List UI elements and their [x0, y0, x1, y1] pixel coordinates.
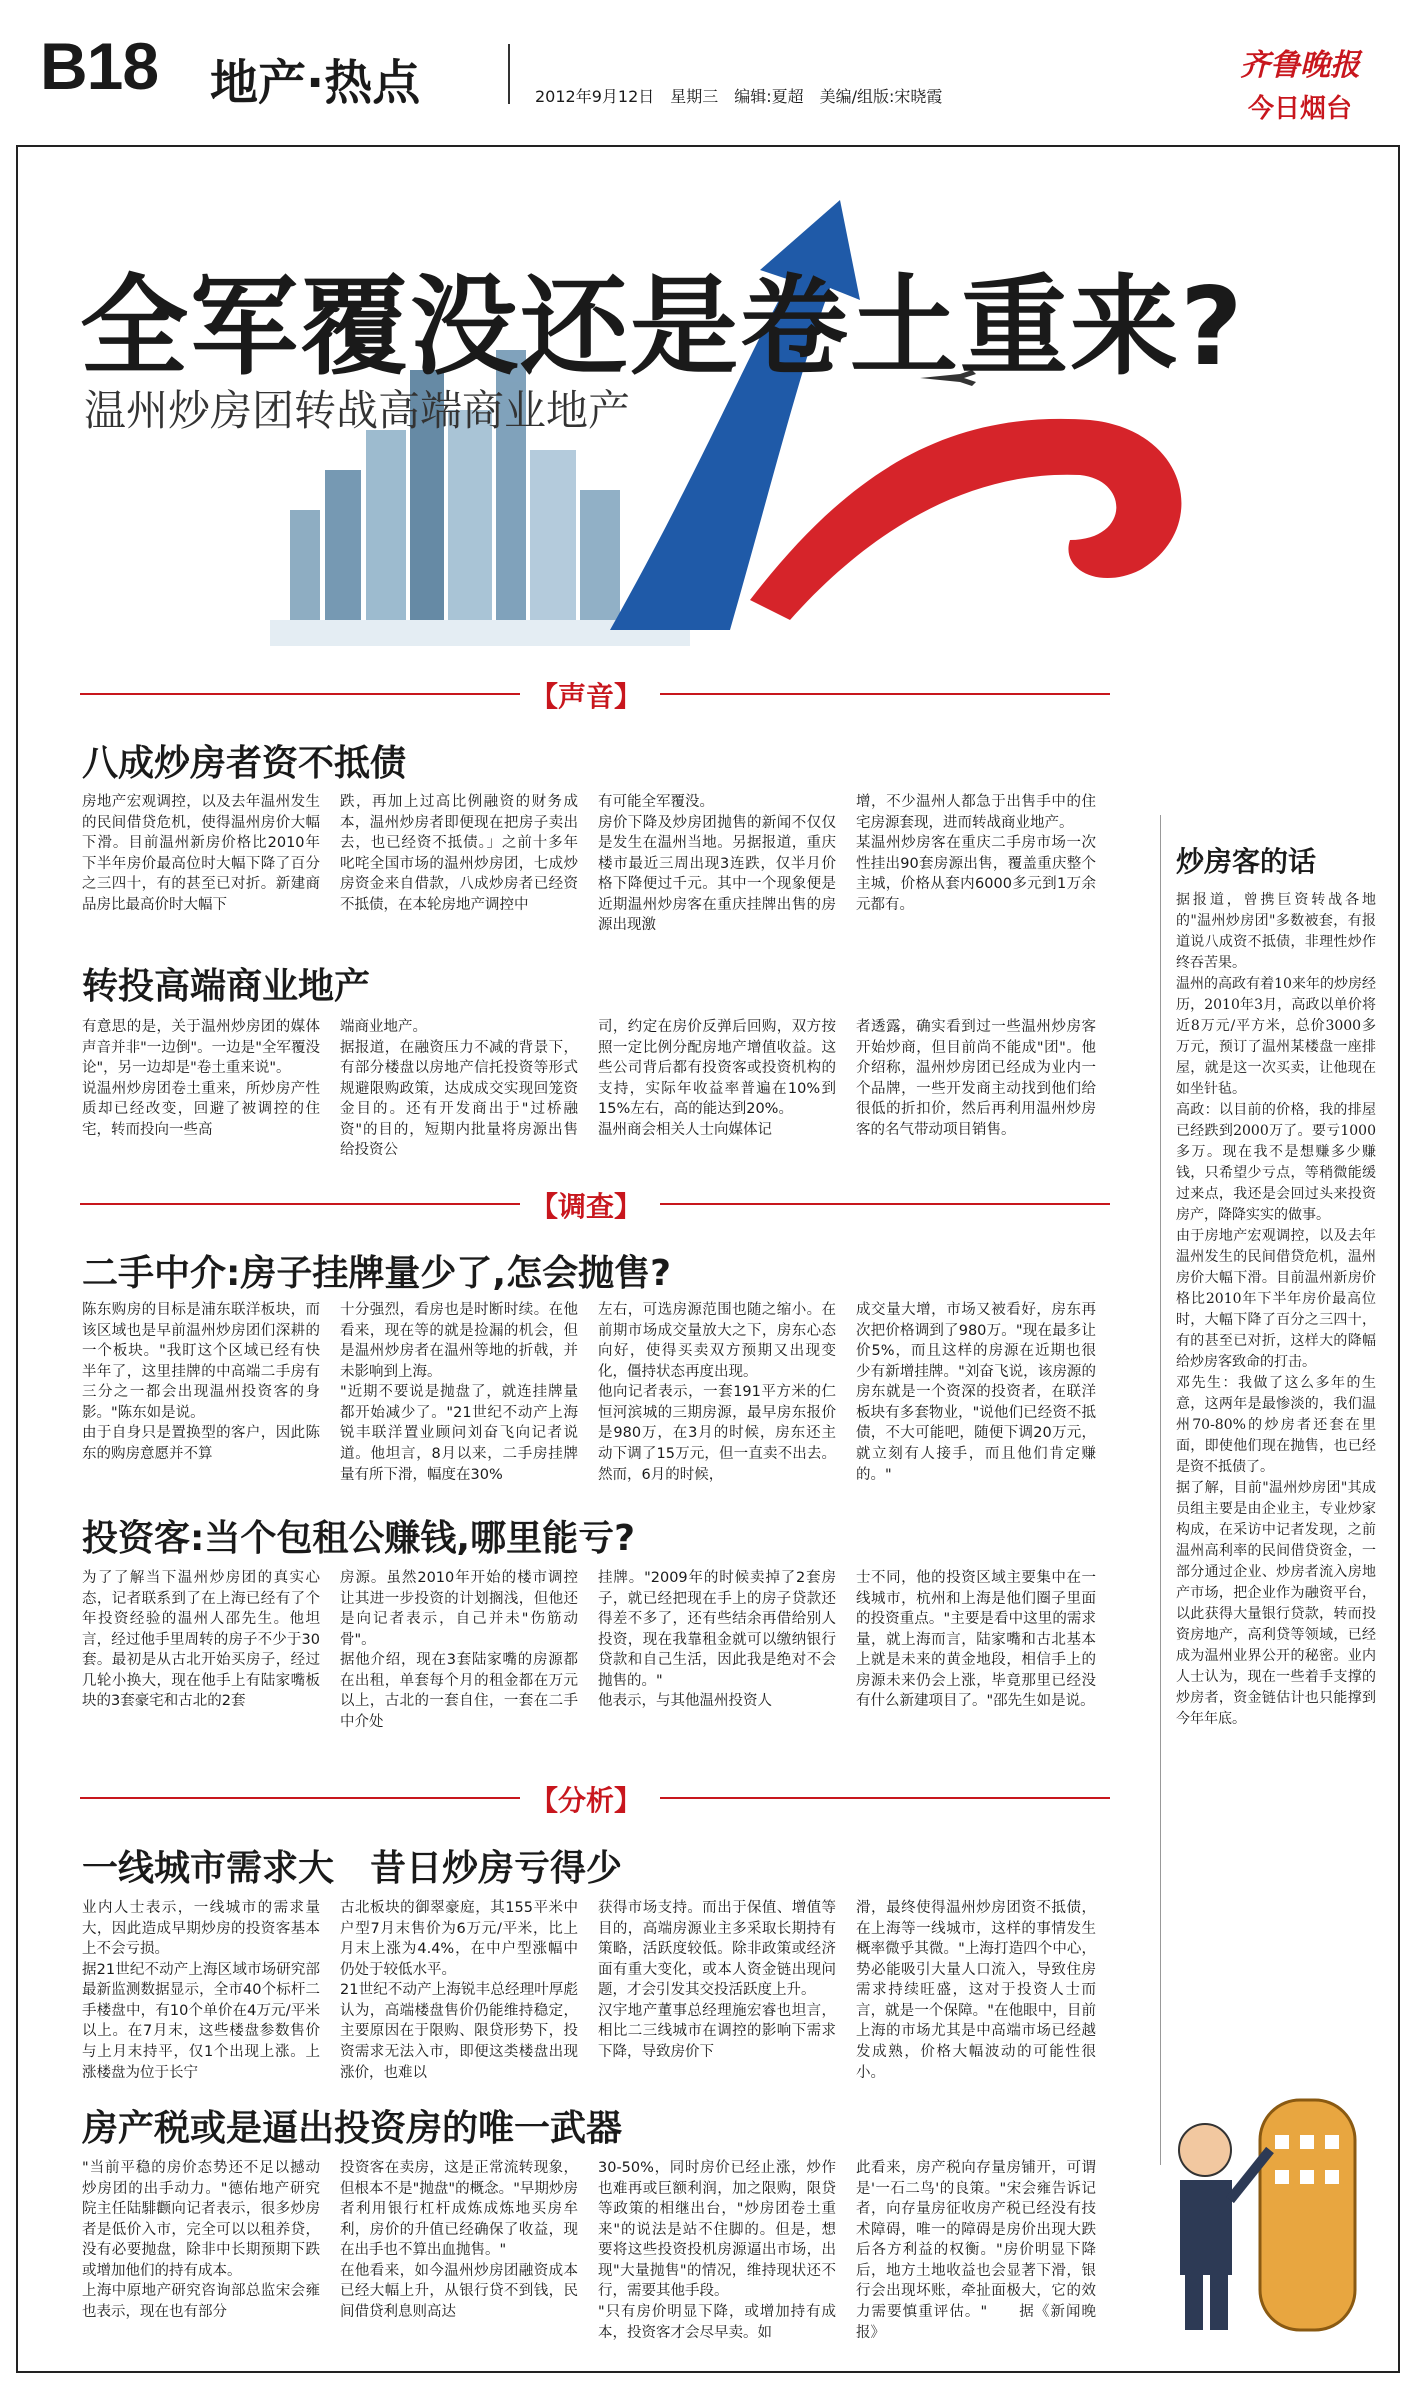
article-column: 跌，再加上过高比例融资的财务成本，温州炒房者即便现在把房子卖出去，也已经资不抵债。」之前十多年叱咤全国市场的温州炒房团，七成炒房资金来自借款，八成炒房者已经资不抵债，在本轮房地产调控中 [340, 794, 578, 913]
article-column: 为了了解当下温州炒房团的真实心态，记者联系到了在上海已经有了个年投资经验的温州人邵先生。他坦言，经过他手里周转的房子不少于30套。最初是从古北开始买房子，经过几轮小换大，现在他手上有陆家嘴板块的3套豪宅和古北的2套 [82, 1570, 320, 1710]
headline: 全军覆没还是卷土重来? [80, 265, 1245, 390]
article-column: 有意思的是，关于温州炒房团的媒体声音并非"一边倒"。一边是"全军覆没论"，另一边却是"卷土重来说"。 说温州炒房团卷土重来，所炒房产性质却已经改变，回避了被调控的住宅，转而投向一些高 [82, 1019, 320, 1138]
newspaper-logo: 齐鲁晚报 [1240, 48, 1360, 83]
tag-rule-right [660, 1797, 1110, 1799]
section-title: 八成炒房者资不抵债 [82, 743, 407, 784]
article-column: 房源。虽然2010年开始的楼市调控让其进一步投资的计划搁浅，但他还是向记者表示，自己并未"伤筋动骨"。 据他介绍，现在3套陆家嘴的房源都在出租，单套每个月的租金都在万元以上，古北的一套自住，一套在二手中介处 [340, 1570, 578, 1731]
sidebar-title: 炒房客的话 [1176, 845, 1317, 878]
section-title: 一线城市需求大 昔日炒房亏得少 [82, 1848, 623, 1889]
article-column: 滑，最终使得温州炒房团资不抵债，在上海等一线城市，这样的事情发生概率微乎其微。"上海打造四个中心，势必能吸引大量人口流入，导致住房需求持续旺盛，这对于投资人士而言，就是一个保障。"在他眼中，目前上海的市场尤其是中高端市场已经越发成熟，价格大幅波动的可能性很小。 [856, 1900, 1096, 2081]
article-column: 获得市场支持。而出于保值、增值等目的，高端房源业主多采取长期持有策略，活跃度较低。除非政策或经济面有重大变化，或本人资金链出现问题，才会引发其交投活跃度上升。 汉宇地产董事总经理施宏睿也坦言，相比二三线城市在调控的影响下需求下降，导致房价下 [598, 1900, 836, 2061]
article-column: 十分强烈，看房也是时断时续。在他看来，现在等的就是捡漏的机会，但是温州炒房者在温州等地的折戟，并未影响到上海。 "近期不要说是抛盘了，就连挂牌量都开始减少了。"21世纪不动产上海锐丰联洋置业顾问刘奋飞向记者说道。他坦言，8月以来，二手房挂牌量有所下滑，幅度在30% [340, 1302, 578, 1483]
article-column: 有可能全军覆没。 房价下降及炒房团抛售的新闻不仅仅是发生在温州当地。另据报道，重庆楼市最近三周出现3连跌，仅半月价格下降便过千元。其中一个现象便是近期温州炒房客在重庆挂牌出售的房源出现激 [598, 794, 836, 934]
section-title: 二手中介:房子挂牌量少了,怎会抛售? [82, 1253, 671, 1294]
article-column: 30-50%，同时房价已经止涨，炒作也难再或巨额利润，加之限购，限贷等政策的相继出台，"炒房团卷土重来"的说法是站不住脚的。但是，想要将这些投资投机房源逼出市场，出现"大量抛售"的情况，维持现状还不行，需要其他手段。 "只有房价明显下降，或增加持有成本，投资客才会尽早卖。如 [598, 2160, 836, 2341]
subheadline: 温州炒房团转战高端商业地产 [84, 386, 631, 435]
article-column: 成交量大增，市场又被看好，房东再次把价格调到了980万。"现在最多让价5%，而且这样的房源在近期也很少有新增挂牌。"刘奋飞说，该房源的房东就是一个资深的投资者，在联洋板块有多套物业，"说他们已经资不抵债，不大可能吧，随便下调20万元，就立刻有人接手，而且他们肯定赚的。" [856, 1302, 1096, 1483]
tag-rule-left [80, 693, 520, 695]
article-column: 挂牌。"2009年的时候卖掉了2套房子，就已经把现在手上的房子贷款还得差不多了，还有些结余再借给别人投资，现在我靠租金就可以缴纳银行贷款和自己生活，因此我是绝对不会抛售的。" 他表示，与其他温州投资人 [598, 1570, 836, 1710]
tag-survey: 【调查】 [530, 1190, 643, 1223]
investor-cartoon [1110, 2040, 1380, 2360]
tag-rule-right [660, 1203, 1110, 1205]
article-column: 士不同，他的投资区域主要集中在一线城市，杭州和上海是他们圈子里面的投资重点。"主要是看中这里的需求量，就上海而言，陆家嘴和古北基本上就是未来的黄金地段，相信手上的房源未来仍会上涨，毕竟那里已经没有什么新建项目了。"邵先生如是说。 [856, 1570, 1096, 1710]
section-title: 转投高端商业地产 [82, 966, 371, 1007]
tag-rule-right [660, 693, 1110, 695]
tag-voice: 【声音】 [530, 680, 643, 713]
article-column: 房地产宏观调控，以及去年温州发生的民间借贷危机，使得温州房价大幅下滑。目前温州新房价格比2010年下半年房价最高位时大幅下降了百分之三四十，有的甚至已对折。新建商品房比最高价时大幅下 [82, 794, 320, 913]
article-column: 者透露，确实看到过一些温州炒房客开始炒商，但目前尚不能成"团"。他介绍称，温州炒房团已经成为业内一个品牌，一些开发商主动找到他们给很低的折扣价，然后再利用温州炒房客的名气带动项目销售。 [856, 1019, 1096, 1138]
article-column: 端商业地产。 据报道，在融资压力不减的背景下，有部分楼盘以房地产信托投资等形式规避限购政策，达成成交实现回笼资金目的。还有开发商出于"过桥融资"的目的，短期内批量将房源出售给投资公 [340, 1019, 578, 1159]
tag-analysis: 【分析】 [530, 1784, 643, 1817]
article-column: 陈东购房的目标是浦东联洋板块，而该区域也是早前温州炒房团们深耕的一个板块。"我盯这个区域已经有快半年了，这里挂牌的中高端二手房有三分之一都会出现温州投资客的身影。"陈东如是说。 由于自身只是置换型的客户，因此陈东的购房意愿并不算 [82, 1302, 320, 1463]
red-arrow-graphic [750, 419, 1181, 620]
article-column: 司，约定在房价反弹后回购，双方按照一定比例分配房地产增值收益。这些公司背后都有投资客或投资机构的支持，实际年收益率普遍在10%到15%左右，高的能达到20%。 温州商会相关人士向媒体记 [598, 1019, 836, 1138]
sidebar-divider [1160, 815, 1161, 2165]
header-divider [508, 44, 510, 104]
article-column: "当前平稳的房价态势还不足以撼动炒房团的出手动力。"德佑地产研究院主任陆騑颧向记者表示，很多炒房者是低价入市，完全可以以租养贷，没有必要抛盘，除非中长期预期下跌或增加他们的持有成本。 上海中原地产研究咨询部总监宋会雍也表示，现在也有部分 [82, 2160, 320, 2321]
article-column: 增，不少温州人都急于出售手中的住宅房源套现，进而转战商业地产。 某温州炒房客在重庆二手房市场一次性挂出90套房源出售，覆盖重庆整个主城，价格从套内6000多元到1万余元都有。 [856, 794, 1096, 913]
page-header [0, 0, 1417, 130]
tag-rule-left [80, 1797, 520, 1799]
tag-rule-left [80, 1203, 520, 1205]
edition-name: 今日烟台 [1248, 94, 1353, 124]
article-column: 古北板块的御翠豪庭，其155平米中户型7月末售价为6万元/平米，比上月末上涨为4.4%，在中户型涨幅中仍处于较低水平。 21世纪不动产上海锐丰总经理叶厚彪认为，高端楼盘售价仍能维持稳定，主要原因在于限购、限贷形势下，投资需求无法入市，即便这类楼盘出现涨价，也难以 [340, 1900, 578, 2081]
section-title: 房产税或是逼出投资房的唯一武器 [82, 2108, 623, 2149]
article-column: 左右，可选房源范围也随之缩小。在前期市场成交量放大之下，房东心态向好，使得买卖双方预期又出现变化，僵持状态再度出现。 他向记者表示，一套191平方米的仁恒河滨城的三期房源，最早房东报价是980万，在3月的时候，房东还主动下调了15万元，但一直卖不出去。然而，6月的时候， [598, 1302, 836, 1483]
article-column: 此看来，房产税向存量房铺开，可谓是'一石二鸟'的良策。"宋会雍告诉记者，向存量房征收房产税已经没有技术障碍，唯一的障碍是房价出现大跌后各方利益的权衡。"房价明显下降后，地方土地收益也会显著下滑，银行会出现坏账，牵扯面极大，它的效力需要慎重评估。" 据《新闻晚报》 [856, 2160, 1096, 2341]
sidebar-body: 据报道，曾携巨资转战各地的"温州炒房团"多数被套，有报道说八成资不抵债，非理性炒作终吞苦果。 温州的高政有着10来年的炒房经历，2010年3月，高政以单价将近8万元/平方米，总价3000多万元，预订了温州某楼盘一座排屋，就是这一次买卖，让他现在如坐针毡。 高政：以目前的价格，我的排屋已经跌到2000万了。要亏1000多万。现在我不是想赚多少赚钱，只希望少亏点，等稍微能缓过来点，我还是会回过头来投资房产，降降实实的做事。 由于房地产宏观调控，以及去年温州发生的民间借贷危机，温州房价大幅下滑。目前温州新房价格比2010年下半年房价最高位时，大幅下降了百分之三四十，有的甚至已对折，这样大的降幅给炒房客致命的打击。 邓先生：我做了这么多年的生意，这两年是最惨淡的，我们温州70-80%的炒房者还套在里面，即使他们现在抛售，也已经是资不抵债了。 据了解，目前"温州炒房团"其成员组主要是由企业主，专业炒家构成，在采访中记者发现，之前温州高利率的民间借贷资金，一部分通过企业、炒房者流入房地产市场，把企业作为融资平台，以此获得大量银行贷款，转而投资房地产，高利贷等领域，已经成为温州业界公开的秘密。业内人士认为，现在一些着手支撑的炒房者，资金链估计也只能撑到今年年底。 [1176, 892, 1376, 1727]
sidebar [1176, 840, 1376, 1730]
page-number: B18 [40, 29, 159, 103]
section-name: 地产·热点 [210, 55, 421, 111]
article-column: 投资客在卖房，这是正常流转现象，但根本不是"抛盘"的概念。"早期炒房者利用银行杠杆成炼成炼地买房牟利，房价的升值已经确保了收益，现在出手也不算出血抛售。" 在他看来，如今温州炒房团融资成本已经大幅上升，从银行贷不到钱，民间借贷利息则高达 [340, 2160, 578, 2321]
date-editor-line: 2012年9月12日 星期三 编辑:夏超 美编/组版:宋晓霞 [535, 87, 943, 106]
section-title: 投资客:当个包租公赚钱,哪里能亏? [82, 1518, 635, 1559]
article-column: 业内人士表示，一线城市的需求量大，因此造成早期炒房的投资客基本上不会亏损。 据21世纪不动产上海区域市场研究部最新监测数据显示，全市40个标杆二手楼盘中，有10个单价在4万元/平米以上。在7月末，这些楼盘参数售价与上月末持平，仅1个出现上涨。上涨楼盘为位于长宁 [82, 1900, 320, 2081]
